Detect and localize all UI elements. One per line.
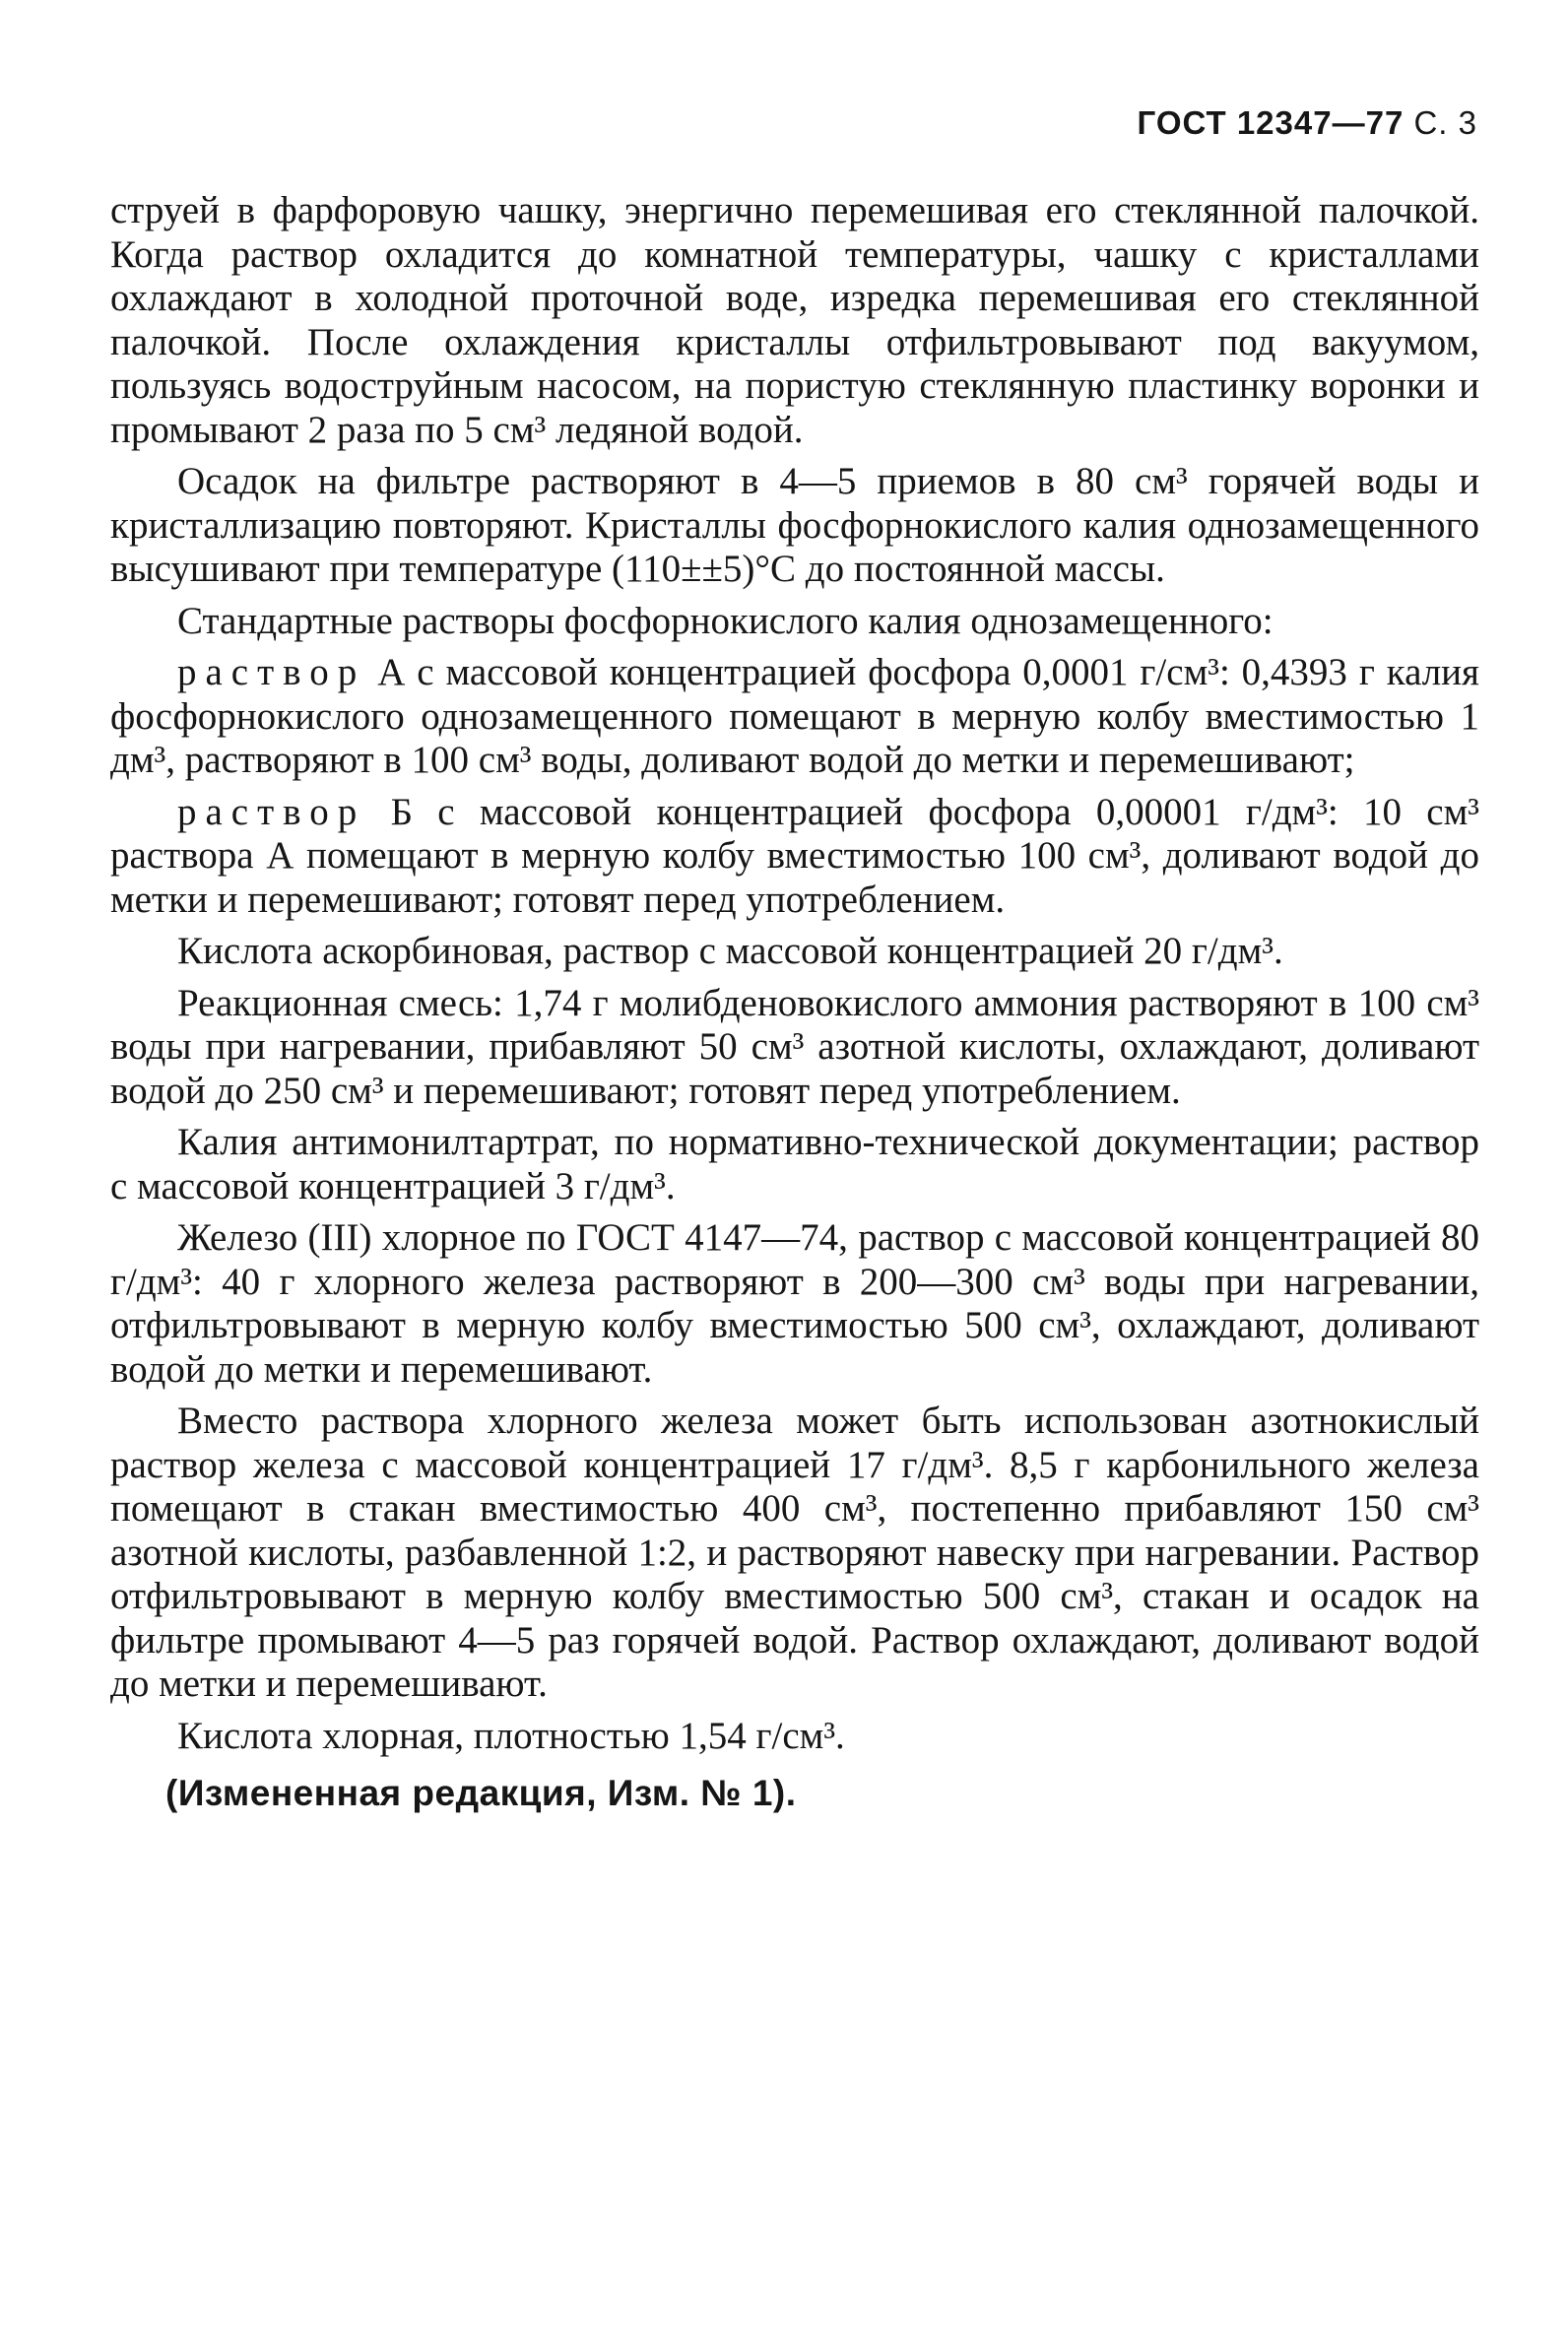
document-body [110, 189, 1479, 1824]
solution-b-lead: раствор [177, 790, 366, 833]
paragraph-iron-nitrate-alternative: Вместо раствора хлорного железа может быть использован азотнокислый раствор железа с массовой концентрацией 17 г/дм³. 8,5 г карбонильного железа помещают в стакан вместимостью 400 см³, постепенно прибавляют 150 см³ азотной кислоты, разбавленной 1:2, и растворяют навеску при нагревании. Раствор отфильтровывают в мерную колбу вместимостью 500 см³, стакан и осадок на фильтре промывают 4—5 раз горячей водой. Раствор охлаждают, доливают водой до метки и перемешивают. [110, 1400, 1479, 1705]
paragraph-standard-solutions: Стандартные растворы фосфорнокислого калия однозамещенного: [177, 599, 1274, 642]
standard-number: ГОСТ 12347—77 [1137, 104, 1405, 141]
paragraph-perchloric-acid: Кислота хлорная, плотностью 1,54 г/см³. [177, 1714, 845, 1757]
paragraph-ferric-chloride: Железо (III) хлорное по ГОСТ 4147—74, раствор с массовой концентрацией 80 г/дм³: 40 г хлорного железа растворяют в 200—300 см³ воды при нагревании, отфильтровывают в мерную колбу вместимостью 500 см³, охлаждают, доливают водой до метки и перемешивают. [110, 1216, 1479, 1391]
paragraph-solution-b [110, 791, 1479, 923]
paragraph-potassium-antimonyl-tartrate: Калия антимонилтартрат, по нормативно-технической документации; раствор с массовой концентрацией 3 г/дм³. [110, 1121, 1479, 1207]
paragraph-reaction-mixture: Реакционная смесь: 1,74 г молибденовокислого аммония растворяют в 100 см³ воды при нагревании, прибавляют 50 см³ азотной кислоты, охлаждают, доливают водой до 250 см³ и перемешивают; готовят перед употреблением. [110, 981, 1479, 1112]
solution-a-text: А с массовой концентрацией фосфора 0,0001 г/см³: 0,4393 г калия фосфорнокислого однозамещенного помещают в мерную колбу вместимостью 1 дм³, растворяют в 100 см³ воды, доливают водой до метки и перемешивают; [110, 651, 1479, 781]
solution-b-text: Б с массовой концентрацией фосфора 0,00001 г/дм³: 10 см³ раствора А помещают в мерную колбу вместимостью 100 см³, доливают водой до метки и перемешивают; готовят перед употреблением. [110, 790, 1479, 921]
amendment-note: (Измененная редакция, Изм. № 1). [165, 1773, 797, 1813]
page-number: С. 3 [1413, 104, 1477, 141]
solution-a-lead: раствор [177, 651, 366, 693]
paragraph-continuation: струей в фарфоровую чашку, энергично перемешивая его стеклянной палочкой. Когда раствор охладится до комнатной температуры, чашку с кристаллами охлаждают в холодной проточной воде, изредка перемешивая его стеклянной палочкой. После охлаждения кристаллы отфильтровывают под вакуумом, пользуясь водоструйным насосом, на пористую стеклянную пластинку воронки и промывают 2 раза по 5 см³ ледяной водой. [110, 189, 1479, 451]
paragraph-solution-a [110, 651, 1479, 783]
page-header [1138, 104, 1477, 142]
paragraph-sediment-recrystallization: Осадок на фильтре растворяют в 4—5 приемов в 80 см³ горячей воды и кристаллизацию повторяют. Кристаллы фосфорнокислого калия однозамещенного высушивают при температуре (110±±5)°С до постоянной массы. [110, 460, 1479, 590]
paragraph-ascorbic-acid: Кислота аскорбиновая, раствор с массовой концентрацией 20 г/дм³. [177, 930, 1283, 972]
